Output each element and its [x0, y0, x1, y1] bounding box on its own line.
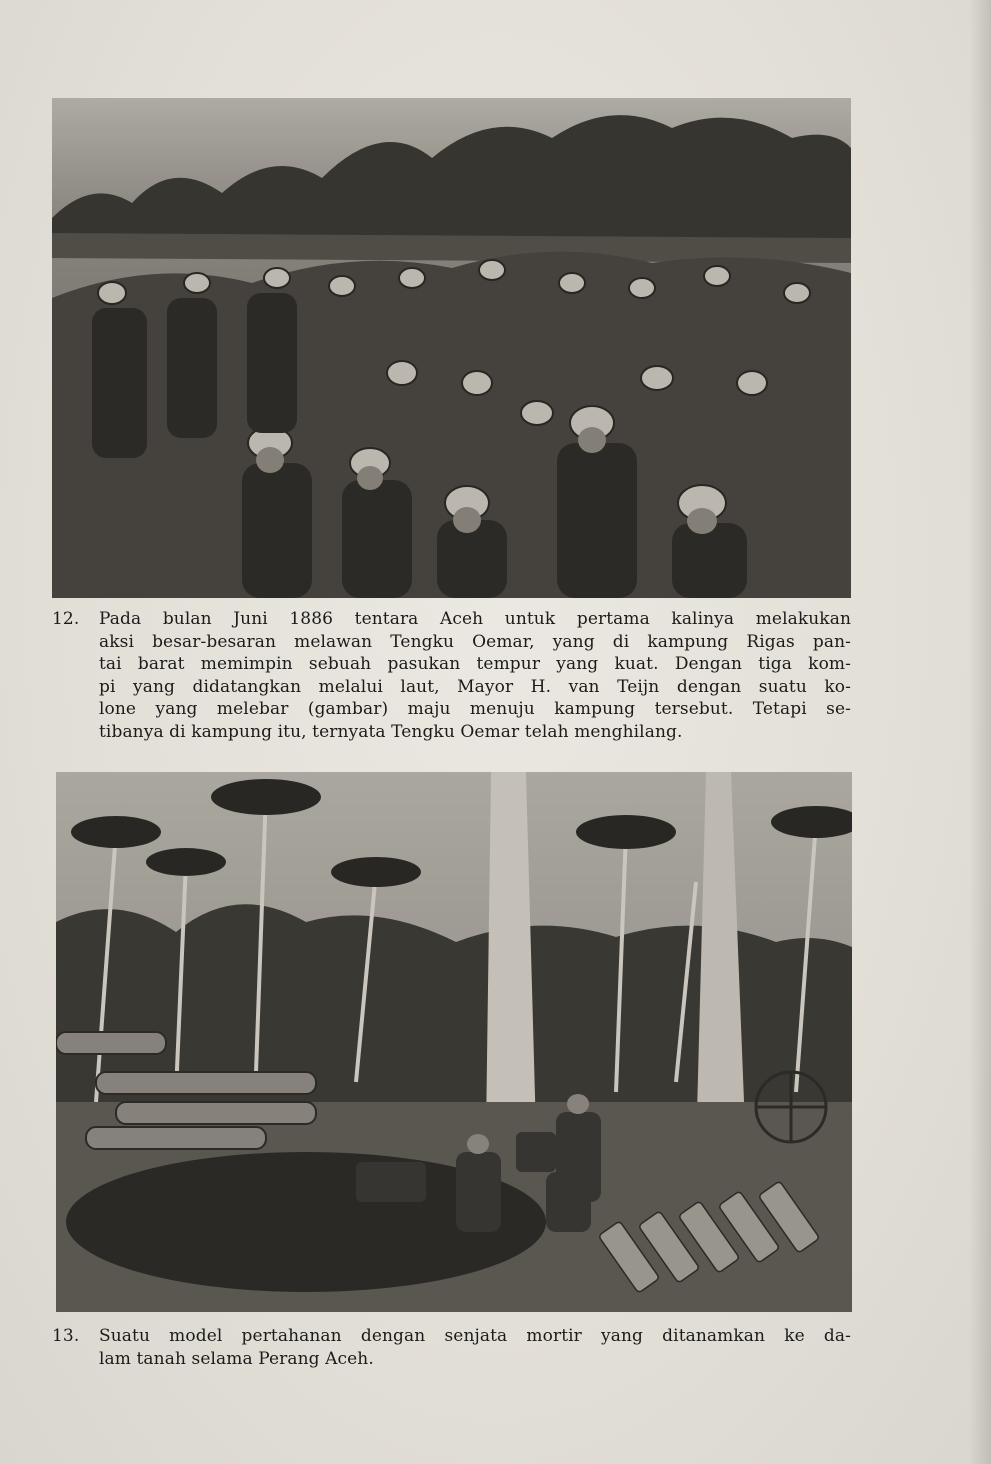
figure-number: 13. [52, 1326, 80, 1346]
caption-line: Suatu model pertahanan dengan senjata mortir yang ditanamkan ke da- [99, 1326, 851, 1346]
caption-line: lam tanah selama Perang Aceh. [99, 1348, 374, 1369]
page-edge-shadow [969, 0, 991, 1464]
caption-line: lone yang melebar (gambar) maju menuju kampung tersebut. Tetapi se- [99, 699, 851, 719]
caption-line: tibanya di kampung itu, ternyata Tengku Oemar telah menghilang. [99, 721, 683, 742]
caption-line: tai barat memimpin sebuah pasukan tempur yang kuat. Dengan tiga kom- [99, 654, 851, 674]
caption-line: pi yang didatangkan melalui laut, Mayor H. van Teijn dengan suatu ko- [99, 676, 851, 697]
caption-line: aksi besar-besaran melawan Tengku Oemar, yang di kampung Rigas pan- [99, 631, 851, 652]
soldiers-marching-photo [52, 98, 851, 598]
mortar-emplacement-photo [56, 772, 852, 1312]
caption-line: Pada bulan Juni 1886 tentara Aceh untuk pertama kalinya melakukan [99, 609, 851, 629]
figure-number: 12. [52, 609, 80, 629]
